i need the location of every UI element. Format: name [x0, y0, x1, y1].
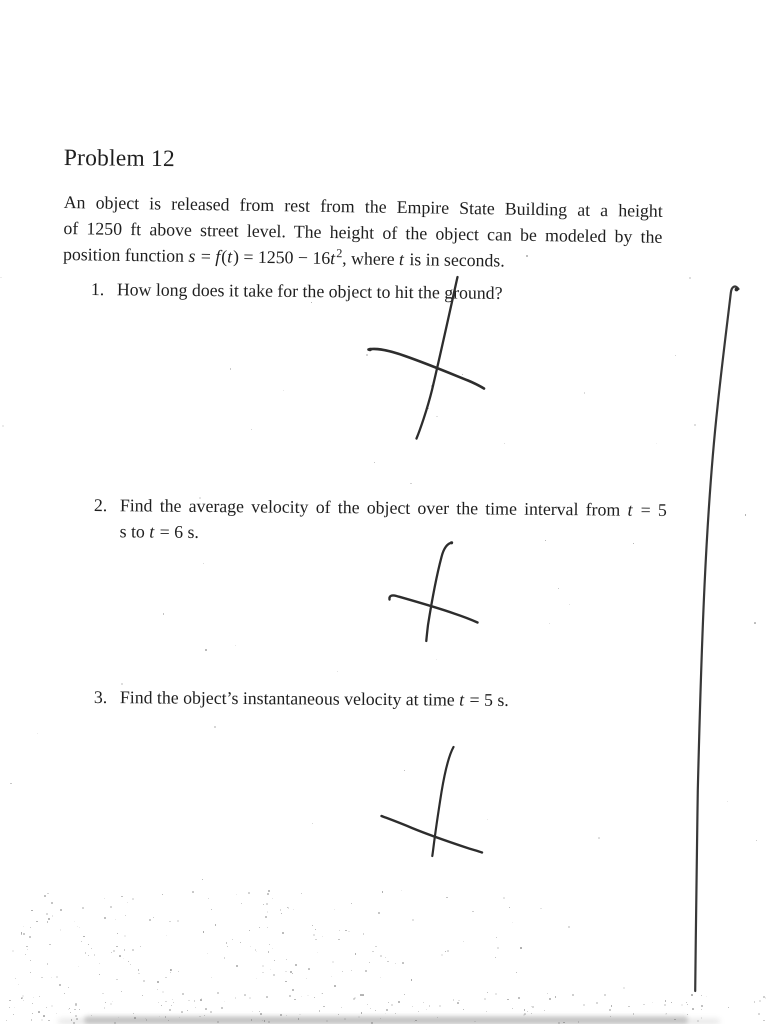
question-1 [91, 276, 503, 306]
problem-statement [63, 189, 663, 276]
check-mark-q1-ink-blob [368, 348, 372, 352]
problem-statement-line-1: An object is released from rest from the Empire State Building at a height [63, 191, 663, 221]
check-mark-q2-down-stroke [426, 543, 452, 642]
question-2-line-1: Find the average velocity of the object over the time interval from t = 5 [119, 495, 667, 520]
question-2 [94, 492, 667, 550]
page-title: Problem 12 [63, 145, 176, 173]
question-1-number: 1. [90, 278, 105, 300]
check-mark-q3-down-stroke [432, 747, 453, 856]
check-mark-q2-cross-stroke [389, 595, 477, 622]
problem-statement-line-2: of 1250 ft above street level. The height of the object can be modeled by the [63, 218, 663, 248]
check-mark-q1-cross-stroke [369, 349, 485, 389]
right-margin-stroke-ink-blob [735, 288, 739, 292]
question-2-text [120, 492, 667, 550]
right-margin-long-pen-stroke [695, 287, 738, 991]
question-2-number: 2. [93, 494, 108, 516]
question-3-text [120, 684, 509, 713]
scanner-edge-shadow-wide [58, 1019, 720, 1024]
question-1-text [117, 276, 503, 306]
problem-statement-line-3: position function $s = f(t) = 1250 - 16t^2$, where t is in seconds. [62, 244, 505, 271]
question-3-number: 3. [93, 686, 108, 708]
question-1-line-1: How long does it take for the object to hit the ground? [116, 279, 503, 303]
question-3 [94, 684, 509, 713]
question-3-line-1: Find the object’s instantaneous velocity at time t = 5 s. [119, 687, 509, 710]
question-2-line-2: s to t = 6 s. [119, 521, 199, 543]
check-mark-q3-cross-stroke [382, 816, 483, 853]
